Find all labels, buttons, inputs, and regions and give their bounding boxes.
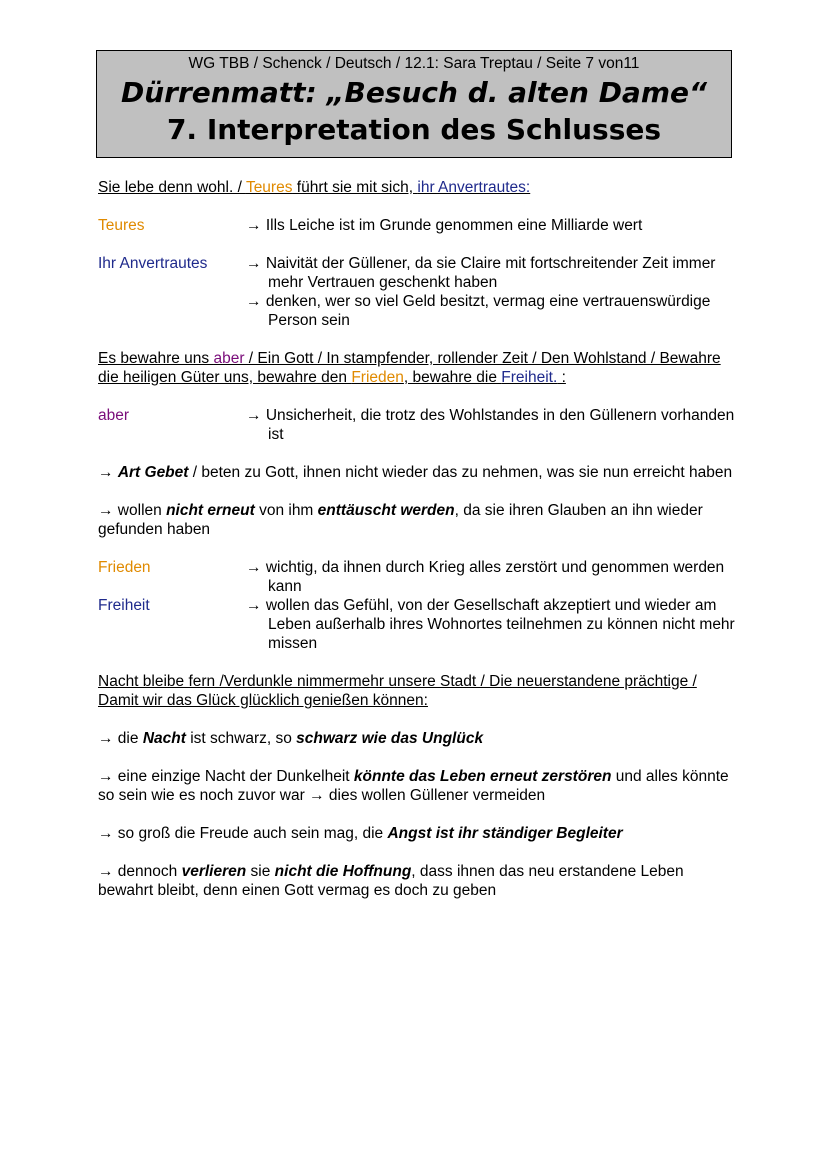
term-anvertrautes: Ihr Anvertrautes xyxy=(98,255,208,272)
quote-3: Nacht bleibe fern /Verdunkle nimmermehr unsere Stadt / Die neuerstandene prächtige / Damit wir das Glück glücklich genießen können: xyxy=(98,673,697,709)
term-row-anvertrautes xyxy=(98,254,738,330)
quote-1: Sie lebe denn wohl. / Teures führt sie mit sich, ihr Anvertrautes: xyxy=(98,179,531,196)
def-item: → Naivität der Güllener, da sie Claire mit fortschreitender Zeit immer mehr Vertrauen geschenkt haben xyxy=(246,255,716,291)
paragraph-dunkelheit: → eine einzige Nacht der Dunkelheit könnte das Leben erneut zerstören und alles könnte so sein wie es noch zuvor war → dies wollen Güllener vermeiden xyxy=(98,768,729,804)
paragraph-enttaeuscht: → wollen nicht erneut von ihm enttäuscht werden, da sie ihren Glauben an ihn wieder gefunden haben xyxy=(98,502,703,538)
term-row-frieden xyxy=(98,558,738,596)
quote-2: Es bewahre uns aber / Ein Gott / In stampfender, rollender Zeit / Den Wohlstand / Bewahre die heiligen Güter uns, bewahre den Frieden, bewahre die Freiheit. : xyxy=(98,350,721,386)
term-teures: Teures xyxy=(98,217,145,234)
paragraph-angst: → so groß die Freude auch sein mag, die Angst ist ihr ständiger Begleiter xyxy=(98,825,623,842)
header-meta: WG TBB / Schenck / Deutsch / 12.1: Sara Treptau / Seite 7 von11 xyxy=(188,55,640,72)
document-body xyxy=(98,178,738,900)
term-row-freiheit xyxy=(98,596,738,653)
paragraph-hoffnung: → dennoch verlieren sie nicht die Hoffnung, dass ihnen das neu erstandene Leben bewahrt bleibt, denn einen Gott vermag es doch zu geben xyxy=(98,863,684,899)
term-freiheit: Freiheit xyxy=(98,597,150,614)
section-title: 7. Interpretation des Schlusses xyxy=(166,113,662,146)
term-aber: aber xyxy=(98,407,130,424)
paragraph-gebet: → Art Gebet / beten zu Gott, ihnen nicht wieder das zu nehmen, was sie nun erreicht haben xyxy=(98,464,733,481)
document-title: Dürrenmatt: „Besuch d. alten Dame“ xyxy=(120,76,708,109)
def-item: → wichtig, da ihnen durch Krieg alles zerstört und genommen werden kann xyxy=(246,559,725,595)
term-row-aber xyxy=(98,406,738,444)
def-item: → wollen das Gefühl, von der Gesellschaft akzeptiert und wieder am Leben außerhalb ihres Wohnortes teilnehmen zu können nicht mehr missen xyxy=(246,597,735,652)
def-item: → denken, wer so viel Geld besitzt, vermag eine vertrauenswürdige Person sein xyxy=(246,293,711,329)
def-item: → Ills Leiche ist im Grunde genommen eine Milliarde wert xyxy=(246,217,643,234)
term-frieden: Frieden xyxy=(98,559,151,576)
term-row-teures xyxy=(98,216,738,235)
paragraph-nacht: → die Nacht ist schwarz, so schwarz wie das Unglück xyxy=(98,730,484,747)
def-item: → Unsicherheit, die trotz des Wohlstandes in den Güllenern vorhanden ist xyxy=(246,407,735,443)
document-header xyxy=(96,50,732,158)
